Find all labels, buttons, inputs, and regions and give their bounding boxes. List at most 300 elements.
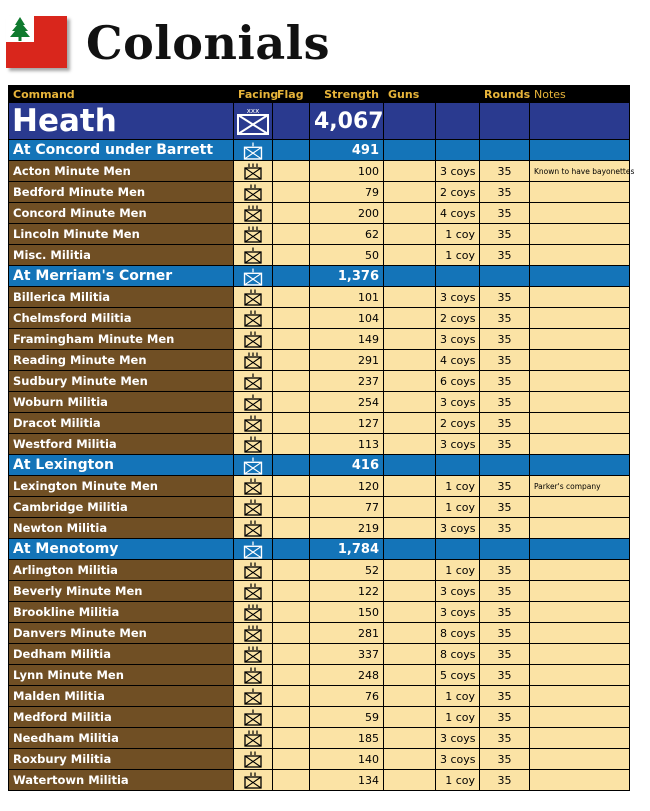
infantry-symbol-icon <box>243 730 263 747</box>
unit-flag <box>273 728 310 749</box>
unit-facing <box>234 602 273 623</box>
unit-strength: 59 <box>310 707 384 728</box>
unit-strength: 104 <box>310 308 384 329</box>
unit-rounds: 35 <box>480 392 530 413</box>
table-row <box>9 182 630 203</box>
group-guns-extra <box>436 140 480 161</box>
unit-notes <box>530 497 630 518</box>
unit-guns-blank <box>384 476 436 497</box>
unit-strength: 50 <box>310 245 384 266</box>
table-row <box>9 392 630 413</box>
unit-strength: 62 <box>310 224 384 245</box>
unit-facing <box>234 770 273 791</box>
unit-guns-blank <box>384 665 436 686</box>
order-of-battle-table <box>8 85 635 791</box>
unit-guns: 1 coy <box>436 476 480 497</box>
unit-notes <box>530 434 630 455</box>
unit-name: Cambridge Militia <box>9 497 234 518</box>
table-row <box>9 497 630 518</box>
table-row <box>9 245 630 266</box>
unit-flag <box>273 707 310 728</box>
unit-strength: 101 <box>310 287 384 308</box>
unit-guns-blank <box>384 749 436 770</box>
unit-notes <box>530 728 630 749</box>
unit-notes: Known to have bayonettes <box>530 161 630 182</box>
unit-notes <box>530 644 630 665</box>
header-command: Command <box>9 86 234 103</box>
infantry-symbol-icon <box>243 688 263 705</box>
unit-name: Bedford Minute Men <box>9 182 234 203</box>
unit-guns: 4 coys <box>436 203 480 224</box>
unit-notes <box>530 371 630 392</box>
table-row <box>9 728 630 749</box>
unit-flag <box>273 518 310 539</box>
unit-guns-blank <box>384 350 436 371</box>
unit-rounds: 35 <box>480 728 530 749</box>
unit-name: Misc. Militia <box>9 245 234 266</box>
unit-strength: 219 <box>310 518 384 539</box>
table-row <box>9 287 630 308</box>
unit-notes <box>530 707 630 728</box>
infantry-symbol-icon <box>242 541 264 559</box>
unit-notes <box>530 350 630 371</box>
unit-guns: 1 coy <box>436 497 480 518</box>
group-facing <box>234 140 273 161</box>
top-command-name: Heath <box>9 103 234 140</box>
table-row <box>9 665 630 686</box>
unit-name: Dedham Militia <box>9 644 234 665</box>
unit-name: Dracot Militia <box>9 413 234 434</box>
unit-facing <box>234 371 273 392</box>
unit-flag <box>273 602 310 623</box>
unit-guns-blank <box>384 581 436 602</box>
unit-guns: 3 coys <box>436 602 480 623</box>
group-strength: 1,376 <box>310 266 384 287</box>
table-row <box>9 308 630 329</box>
table-body <box>9 103 635 791</box>
unit-rounds: 35 <box>480 182 530 203</box>
group-flag <box>273 455 310 476</box>
pine-tree-icon <box>6 16 34 42</box>
group-flag <box>273 140 310 161</box>
infantry-symbol-icon <box>243 310 263 327</box>
header-guns-extra <box>436 86 480 103</box>
group-rounds <box>480 266 530 287</box>
unit-notes <box>530 770 630 791</box>
unit-strength: 237 <box>310 371 384 392</box>
unit-rounds: 35 <box>480 308 530 329</box>
infantry-symbol-icon <box>243 205 263 222</box>
unit-facing <box>234 497 273 518</box>
unit-facing <box>234 749 273 770</box>
unit-name: Lynn Minute Men <box>9 665 234 686</box>
group-notes <box>530 266 630 287</box>
header-rounds: Rounds <box>480 86 530 103</box>
unit-rounds: 35 <box>480 581 530 602</box>
unit-facing <box>234 392 273 413</box>
unit-guns: 3 coys <box>436 728 480 749</box>
unit-guns-blank <box>384 392 436 413</box>
unit-facing <box>234 581 273 602</box>
unit-strength: 200 <box>310 203 384 224</box>
unit-flag <box>273 560 310 581</box>
infantry-symbol-icon <box>243 289 263 306</box>
unit-facing <box>234 728 273 749</box>
group-guns-extra <box>436 539 480 560</box>
unit-flag <box>273 686 310 707</box>
unit-flag <box>273 749 310 770</box>
unit-facing <box>234 308 273 329</box>
unit-guns-blank <box>384 224 436 245</box>
unit-strength: 127 <box>310 413 384 434</box>
infantry-symbol-icon <box>243 373 263 390</box>
unit-flag <box>273 224 310 245</box>
unit-strength: 134 <box>310 770 384 791</box>
unit-notes <box>530 581 630 602</box>
table-row <box>9 602 630 623</box>
table-row <box>9 371 630 392</box>
unit-strength: 52 <box>310 560 384 581</box>
table-row <box>9 686 630 707</box>
table-row <box>9 707 630 728</box>
unit-guns: 3 coys <box>436 287 480 308</box>
unit-rounds: 35 <box>480 623 530 644</box>
unit-rounds: 35 <box>480 602 530 623</box>
unit-guns-blank <box>384 770 436 791</box>
unit-facing <box>234 413 273 434</box>
table-row <box>9 623 630 644</box>
unit-guns: 1 coy <box>436 224 480 245</box>
table-row <box>9 350 630 371</box>
unit-name: Westford Militia <box>9 434 234 455</box>
infantry-symbol-icon <box>243 709 263 726</box>
unit-guns: 2 coys <box>436 182 480 203</box>
unit-guns-blank <box>384 518 436 539</box>
svg-text:xxx: xxx <box>246 107 260 115</box>
unit-name: Chelmsford Militia <box>9 308 234 329</box>
unit-facing <box>234 245 273 266</box>
unit-guns: 1 coy <box>436 560 480 581</box>
unit-flag <box>273 287 310 308</box>
unit-name: Malden Militia <box>9 686 234 707</box>
unit-guns-blank <box>384 560 436 581</box>
unit-notes <box>530 518 630 539</box>
group-guns <box>384 266 436 287</box>
infantry-symbol-icon <box>243 583 263 600</box>
group-row <box>9 140 630 161</box>
unit-strength: 337 <box>310 644 384 665</box>
group-strength: 416 <box>310 455 384 476</box>
infantry-symbol-icon <box>243 520 263 537</box>
table-row <box>9 581 630 602</box>
group-name: At Merriam's Corner <box>9 266 234 287</box>
unit-strength: 77 <box>310 497 384 518</box>
unit-facing <box>234 329 273 350</box>
infantry-symbol-icon <box>243 352 263 369</box>
pine-tree-flag-icon <box>6 16 67 68</box>
unit-guns: 8 coys <box>436 623 480 644</box>
unit-guns: 3 coys <box>436 329 480 350</box>
header-facing: Facing <box>234 86 273 103</box>
unit-facing <box>234 665 273 686</box>
group-guns <box>384 539 436 560</box>
unit-guns-blank <box>384 161 436 182</box>
unit-rounds: 35 <box>480 518 530 539</box>
unit-rounds: 35 <box>480 350 530 371</box>
page-header <box>0 0 650 84</box>
unit-guns: 3 coys <box>436 518 480 539</box>
unit-facing <box>234 707 273 728</box>
top-command-guns-extra <box>436 103 480 140</box>
infantry-symbol-icon <box>243 499 263 516</box>
unit-facing <box>234 434 273 455</box>
unit-flag <box>273 434 310 455</box>
unit-guns: 3 coys <box>436 749 480 770</box>
unit-facing <box>234 644 273 665</box>
unit-notes <box>530 245 630 266</box>
group-facing <box>234 266 273 287</box>
unit-facing <box>234 623 273 644</box>
unit-flag <box>273 644 310 665</box>
group-guns-extra <box>436 266 480 287</box>
unit-guns-blank <box>384 623 436 644</box>
table-row <box>9 434 630 455</box>
unit-guns-blank <box>384 203 436 224</box>
unit-rounds: 35 <box>480 707 530 728</box>
unit-rounds: 35 <box>480 329 530 350</box>
unit-strength: 149 <box>310 329 384 350</box>
unit-strength: 113 <box>310 434 384 455</box>
unit-guns: 3 coys <box>436 581 480 602</box>
unit-facing <box>234 350 273 371</box>
unit-guns-blank <box>384 434 436 455</box>
table-row <box>9 413 630 434</box>
unit-strength: 185 <box>310 728 384 749</box>
infantry-symbol-icon <box>243 667 263 684</box>
table-row <box>9 224 630 245</box>
unit-strength: 120 <box>310 476 384 497</box>
header-guns: Guns <box>384 86 436 103</box>
infantry-symbol-icon <box>243 331 263 348</box>
unit-facing <box>234 476 273 497</box>
infantry-symbol-icon <box>243 247 263 264</box>
infantry-symbol-icon <box>242 457 264 475</box>
group-notes <box>530 539 630 560</box>
unit-notes <box>530 308 630 329</box>
infantry-symbol-icon <box>243 415 263 432</box>
infantry-symbol-icon <box>243 625 263 642</box>
unit-name: Billerica Militia <box>9 287 234 308</box>
unit-facing <box>234 182 273 203</box>
unit-guns-blank <box>384 686 436 707</box>
unit-name: Reading Minute Men <box>9 350 234 371</box>
unit-rounds: 35 <box>480 749 530 770</box>
unit-rounds: 35 <box>480 245 530 266</box>
group-strength: 491 <box>310 140 384 161</box>
unit-flag <box>273 161 310 182</box>
group-flag <box>273 539 310 560</box>
top-command-row <box>9 103 630 140</box>
unit-notes <box>530 413 630 434</box>
unit-name: Newton Militia <box>9 518 234 539</box>
unit-guns: 2 coys <box>436 413 480 434</box>
table-row <box>9 476 630 497</box>
unit-facing <box>234 686 273 707</box>
table-row <box>9 518 630 539</box>
unit-flag <box>273 497 310 518</box>
infantry-symbol-icon <box>243 184 263 201</box>
unit-rounds: 35 <box>480 203 530 224</box>
unit-name: Medford Militia <box>9 707 234 728</box>
unit-guns: 2 coys <box>436 308 480 329</box>
infantry-symbol-icon <box>243 562 263 579</box>
unit-strength: 248 <box>310 665 384 686</box>
unit-flag <box>273 371 310 392</box>
infantry-symbol-icon <box>242 268 264 286</box>
group-rounds <box>480 455 530 476</box>
unit-guns-blank <box>384 371 436 392</box>
unit-notes <box>530 329 630 350</box>
infantry-symbol-icon <box>243 604 263 621</box>
table-row <box>9 644 630 665</box>
unit-guns: 4 coys <box>436 350 480 371</box>
unit-name: Lexington Minute Men <box>9 476 234 497</box>
unit-guns-blank <box>384 602 436 623</box>
group-name: At Lexington <box>9 455 234 476</box>
unit-guns-blank <box>384 644 436 665</box>
unit-flag <box>273 665 310 686</box>
unit-rounds: 35 <box>480 560 530 581</box>
unit-rounds: 35 <box>480 644 530 665</box>
unit-rounds: 35 <box>480 413 530 434</box>
unit-notes <box>530 182 630 203</box>
unit-strength: 254 <box>310 392 384 413</box>
unit-name: Lincoln Minute Men <box>9 224 234 245</box>
unit-rounds: 35 <box>480 476 530 497</box>
unit-guns: 8 coys <box>436 644 480 665</box>
unit-guns: 1 coy <box>436 686 480 707</box>
unit-rounds: 35 <box>480 497 530 518</box>
unit-rounds: 35 <box>480 371 530 392</box>
unit-name: Roxbury Militia <box>9 749 234 770</box>
infantry-symbol-icon <box>243 226 263 243</box>
table-row <box>9 203 630 224</box>
unit-flag <box>273 623 310 644</box>
unit-notes <box>530 749 630 770</box>
unit-notes <box>530 665 630 686</box>
unit-notes <box>530 686 630 707</box>
top-command-flag <box>273 103 310 140</box>
group-guns <box>384 455 436 476</box>
unit-facing <box>234 224 273 245</box>
group-name: At Menotomy <box>9 539 234 560</box>
unit-rounds: 35 <box>480 434 530 455</box>
unit-rounds: 35 <box>480 224 530 245</box>
header-strength: Strength <box>310 86 384 103</box>
flag-canton <box>6 16 34 42</box>
table-row <box>9 560 630 581</box>
unit-flag <box>273 476 310 497</box>
unit-guns-blank <box>384 308 436 329</box>
unit-strength: 100 <box>310 161 384 182</box>
unit-notes <box>530 203 630 224</box>
top-command-notes <box>530 103 630 140</box>
unit-guns-blank <box>384 287 436 308</box>
unit-facing <box>234 560 273 581</box>
unit-guns: 1 coy <box>436 245 480 266</box>
unit-facing <box>234 518 273 539</box>
unit-name: Woburn Militia <box>9 392 234 413</box>
unit-guns-blank <box>384 707 436 728</box>
unit-guns-blank <box>384 329 436 350</box>
unit-flag <box>273 413 310 434</box>
group-strength: 1,784 <box>310 539 384 560</box>
unit-rounds: 35 <box>480 686 530 707</box>
unit-name: Framingham Minute Men <box>9 329 234 350</box>
group-row <box>9 539 630 560</box>
group-row <box>9 455 630 476</box>
infantry-symbol-icon <box>243 163 263 180</box>
unit-facing <box>234 161 273 182</box>
unit-strength: 79 <box>310 182 384 203</box>
group-notes <box>530 455 630 476</box>
unit-guns: 3 coys <box>436 161 480 182</box>
unit-guns-blank <box>384 182 436 203</box>
unit-name: Sudbury Minute Men <box>9 371 234 392</box>
unit-guns-blank <box>384 413 436 434</box>
unit-rounds: 35 <box>480 770 530 791</box>
unit-name: Concord Minute Men <box>9 203 234 224</box>
infantry-symbol-icon <box>243 436 263 453</box>
table-row <box>9 161 630 182</box>
infantry-symbol-icon <box>243 646 263 663</box>
unit-name: Brookline Militia <box>9 602 234 623</box>
infantry-symbol-icon <box>243 394 263 411</box>
group-row <box>9 266 630 287</box>
top-command-guns <box>384 103 436 140</box>
group-facing <box>234 455 273 476</box>
unit-guns: 3 coys <box>436 434 480 455</box>
group-guns-extra <box>436 455 480 476</box>
unit-notes <box>530 623 630 644</box>
unit-flag <box>273 329 310 350</box>
unit-guns: 1 coy <box>436 770 480 791</box>
unit-flag <box>273 392 310 413</box>
table-row <box>9 770 630 791</box>
group-name: At Concord under Barrett <box>9 140 234 161</box>
unit-notes <box>530 560 630 581</box>
unit-notes <box>530 392 630 413</box>
group-guns <box>384 140 436 161</box>
unit-flag <box>273 308 310 329</box>
unit-strength: 140 <box>310 749 384 770</box>
unit-strength: 281 <box>310 623 384 644</box>
unit-guns: 3 coys <box>436 392 480 413</box>
group-rounds <box>480 539 530 560</box>
unit-strength: 291 <box>310 350 384 371</box>
infantry-symbol-icon <box>243 478 263 495</box>
unit-name: Beverly Minute Men <box>9 581 234 602</box>
table-row <box>9 749 630 770</box>
unit-flag <box>273 182 310 203</box>
unit-rounds: 35 <box>480 161 530 182</box>
infantry-symbol-icon <box>243 751 263 768</box>
unit-notes <box>530 602 630 623</box>
unit-strength: 122 <box>310 581 384 602</box>
unit-notes: Parker's company <box>530 476 630 497</box>
table-header-row <box>9 86 630 103</box>
unit-flag <box>273 581 310 602</box>
